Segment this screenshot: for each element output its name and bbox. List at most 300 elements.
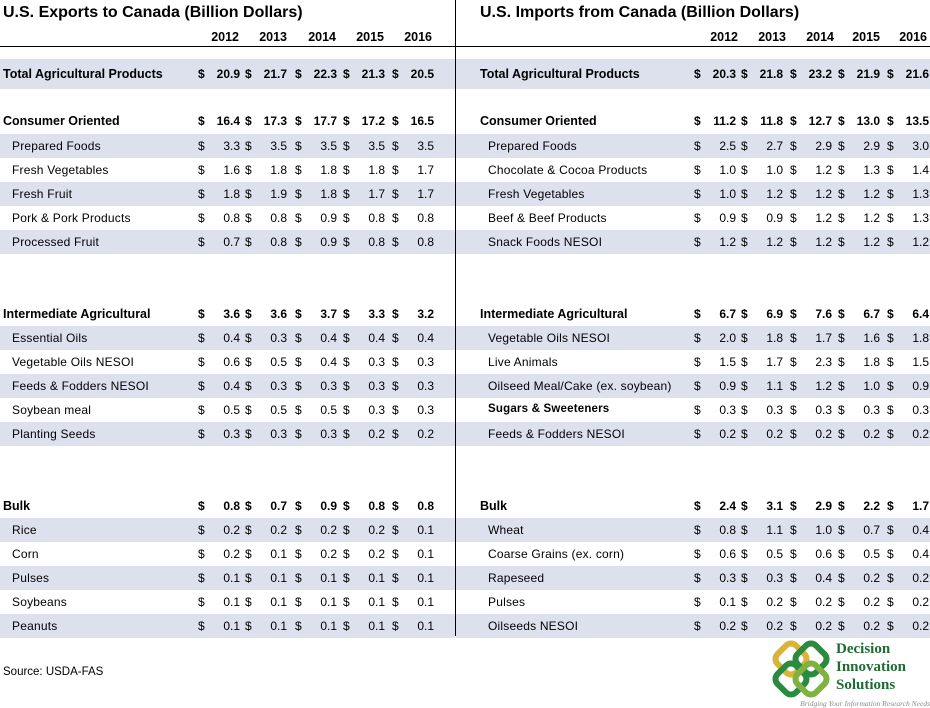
- currency-symbol: $: [790, 619, 797, 633]
- currency-symbol: $: [694, 67, 701, 81]
- currency-symbol: $: [343, 67, 350, 81]
- value-cell: [887, 307, 930, 323]
- value-cell: [198, 139, 244, 155]
- value-number: 0.9: [719, 211, 736, 225]
- value-cell: [741, 379, 787, 395]
- value-number: 1.8: [223, 187, 240, 201]
- value-cell: [198, 547, 244, 563]
- value-number: 0.9: [719, 379, 736, 393]
- table-row: [456, 398, 930, 422]
- currency-symbol: $: [392, 619, 399, 633]
- value-cell: [343, 619, 389, 635]
- currency-symbol: $: [343, 499, 350, 513]
- value-number: 21.8: [759, 67, 783, 81]
- value-number: 0.8: [417, 235, 434, 249]
- table-row: [456, 206, 930, 230]
- value-number: 20.9: [216, 67, 240, 81]
- value-cell: [741, 571, 787, 587]
- currency-symbol: $: [245, 355, 252, 369]
- table-row: [0, 590, 455, 614]
- currency-symbol: $: [392, 523, 399, 537]
- value-cell: [887, 499, 930, 515]
- value-number: 0.3: [815, 403, 832, 417]
- value-cell: [198, 235, 244, 251]
- value-cell: [245, 187, 291, 203]
- value-number: 0.8: [223, 499, 240, 513]
- value-number: 1.0: [719, 187, 736, 201]
- value-cell: [245, 427, 291, 443]
- currency-symbol: $: [790, 595, 797, 609]
- currency-symbol: $: [790, 163, 797, 177]
- currency-symbol: $: [392, 379, 399, 393]
- value-cell: [198, 403, 244, 419]
- value-cell: [295, 595, 341, 611]
- currency-symbol: $: [838, 139, 845, 153]
- row-label: Prepared Foods: [488, 139, 577, 153]
- value-number: 3.5: [270, 139, 287, 153]
- value-number: 0.2: [815, 619, 832, 633]
- value-cell: [392, 379, 438, 395]
- value-number: 0.3: [766, 571, 783, 585]
- value-number: 0.1: [417, 595, 434, 609]
- currency-symbol: $: [198, 523, 205, 537]
- row-label: Wheat: [488, 523, 524, 537]
- year-header-cell: 2016: [899, 30, 927, 44]
- currency-symbol: $: [343, 114, 350, 128]
- currency-symbol: $: [694, 523, 701, 537]
- value-cell: [392, 211, 438, 227]
- value-number: 11.8: [760, 114, 783, 128]
- value-cell: [790, 547, 836, 563]
- table-row: [0, 158, 455, 182]
- value-number: 0.2: [912, 619, 929, 633]
- value-cell: [343, 427, 389, 443]
- currency-symbol: $: [741, 523, 748, 537]
- value-cell: [392, 235, 438, 251]
- category-row: [456, 302, 930, 326]
- value-cell: [887, 355, 930, 371]
- value-number: 0.3: [270, 427, 287, 441]
- value-number: 0.3: [863, 403, 880, 417]
- value-number: 1.3: [912, 211, 929, 225]
- value-number: 0.7: [270, 499, 287, 513]
- value-number: 3.0: [912, 139, 929, 153]
- row-label: Planting Seeds: [12, 427, 96, 441]
- value-number: 0.2: [270, 523, 287, 537]
- currency-symbol: $: [694, 571, 701, 585]
- value-number: 0.4: [223, 379, 240, 393]
- value-number: 1.2: [815, 187, 832, 201]
- currency-symbol: $: [245, 211, 252, 225]
- row-label: Pork & Pork Products: [12, 211, 131, 225]
- table-row: [456, 614, 930, 638]
- value-number: 1.7: [766, 355, 783, 369]
- currency-symbol: $: [198, 187, 205, 201]
- currency-symbol: $: [343, 139, 350, 153]
- logo-wordmark: [836, 640, 906, 694]
- currency-symbol: $: [245, 595, 252, 609]
- currency-symbol: $: [343, 187, 350, 201]
- currency-symbol: $: [392, 67, 399, 81]
- value-number: 1.3: [863, 163, 880, 177]
- value-cell: [790, 331, 836, 347]
- value-number: 2.9: [815, 499, 832, 513]
- value-number: 1.0: [863, 379, 880, 393]
- value-number: 3.2: [417, 307, 434, 321]
- row-label: Prepared Foods: [12, 139, 101, 153]
- value-cell: [295, 523, 341, 539]
- table-row: [456, 590, 930, 614]
- value-number: 0.1: [223, 571, 240, 585]
- currency-symbol: $: [392, 403, 399, 417]
- value-cell: [741, 547, 787, 563]
- value-number: 0.1: [368, 571, 385, 585]
- row-label: Consumer Oriented: [480, 114, 597, 128]
- row-label: Peanuts: [12, 619, 58, 633]
- value-cell: [694, 403, 740, 419]
- value-cell: [392, 187, 438, 203]
- table-row: [456, 542, 930, 566]
- table-row: [0, 182, 455, 206]
- value-number: 0.4: [368, 331, 385, 345]
- currency-symbol: $: [790, 571, 797, 585]
- currency-symbol: $: [838, 379, 845, 393]
- currency-symbol: $: [392, 571, 399, 585]
- value-number: 1.2: [863, 235, 880, 249]
- value-number: 22.3: [313, 67, 337, 81]
- value-cell: [343, 139, 389, 155]
- value-number: 1.2: [912, 235, 929, 249]
- value-number: 0.3: [320, 427, 337, 441]
- currency-symbol: $: [838, 427, 845, 441]
- value-number: 0.1: [270, 595, 287, 609]
- currency-symbol: $: [741, 114, 748, 128]
- currency-symbol: $: [245, 235, 252, 249]
- currency-symbol: $: [790, 427, 797, 441]
- value-number: 0.2: [368, 523, 385, 537]
- currency-symbol: $: [392, 211, 399, 225]
- value-cell: [790, 67, 836, 83]
- currency-symbol: $: [343, 235, 350, 249]
- value-cell: [198, 595, 244, 611]
- value-number: 20.5: [410, 67, 434, 81]
- value-cell: [198, 523, 244, 539]
- value-cell: [741, 139, 787, 155]
- value-number: 0.8: [368, 211, 385, 225]
- value-cell: [245, 547, 291, 563]
- currency-symbol: $: [887, 619, 894, 633]
- value-cell: [838, 187, 884, 203]
- value-cell: [245, 331, 291, 347]
- currency-symbol: $: [694, 114, 701, 128]
- value-cell: [245, 235, 291, 251]
- value-number: 0.2: [368, 427, 385, 441]
- value-number: 1.0: [719, 163, 736, 177]
- value-number: 0.8: [270, 235, 287, 249]
- value-number: 0.5: [270, 403, 287, 417]
- value-number: 1.1: [766, 379, 783, 393]
- value-cell: [838, 523, 884, 539]
- value-number: 0.3: [270, 379, 287, 393]
- value-cell: [838, 427, 884, 443]
- value-cell: [887, 571, 930, 587]
- value-cell: [694, 67, 740, 83]
- value-number: 0.1: [270, 619, 287, 633]
- logo-line-3: Solutions: [836, 677, 896, 693]
- value-number: 0.2: [815, 595, 832, 609]
- value-number: 1.4: [912, 163, 929, 177]
- value-number: 1.8: [863, 355, 880, 369]
- value-number: 0.5: [766, 547, 783, 561]
- value-cell: [343, 355, 389, 371]
- year-header-cell: 2013: [259, 30, 287, 44]
- currency-symbol: $: [838, 619, 845, 633]
- currency-symbol: $: [343, 211, 350, 225]
- value-number: 0.1: [417, 547, 434, 561]
- currency-symbol: $: [790, 403, 797, 417]
- currency-symbol: $: [343, 307, 350, 321]
- currency-symbol: $: [741, 331, 748, 345]
- interlocking-knot-logo-icon: [772, 638, 830, 700]
- value-cell: [790, 619, 836, 635]
- table-row: [456, 374, 930, 398]
- row-label: Feeds & Fodders NESOI: [12, 379, 149, 393]
- value-cell: [245, 163, 291, 179]
- currency-symbol: $: [343, 379, 350, 393]
- value-number: 1.2: [815, 163, 832, 177]
- currency-symbol: $: [694, 139, 701, 153]
- value-number: 0.2: [912, 571, 929, 585]
- value-cell: [343, 235, 389, 251]
- row-label: Rapeseed: [488, 571, 545, 585]
- value-number: 0.5: [863, 547, 880, 561]
- table-row: [456, 230, 930, 254]
- value-cell: [245, 379, 291, 395]
- value-cell: [838, 499, 884, 515]
- value-cell: [198, 114, 244, 130]
- value-cell: [790, 499, 836, 515]
- year-header-cell: 2014: [308, 30, 336, 44]
- value-number: 0.3: [719, 403, 736, 417]
- value-cell: [295, 619, 341, 635]
- value-cell: [790, 379, 836, 395]
- value-cell: [887, 163, 930, 179]
- value-cell: [295, 114, 341, 130]
- currency-symbol: $: [694, 211, 701, 225]
- value-number: 0.2: [417, 427, 434, 441]
- table-row: [0, 350, 455, 374]
- value-cell: [392, 619, 438, 635]
- value-cell: [838, 67, 884, 83]
- imports-title: U.S. Imports from Canada (Billion Dollars): [480, 4, 800, 21]
- currency-symbol: $: [198, 67, 205, 81]
- currency-symbol: $: [392, 355, 399, 369]
- value-number: 1.1: [766, 523, 783, 537]
- value-number: 6.4: [912, 307, 929, 321]
- value-cell: [694, 427, 740, 443]
- value-cell: [295, 547, 341, 563]
- currency-symbol: $: [198, 427, 205, 441]
- currency-symbol: $: [198, 595, 205, 609]
- total-row: [0, 59, 455, 89]
- currency-symbol: $: [790, 114, 797, 128]
- value-number: 1.2: [719, 235, 736, 249]
- value-cell: [887, 235, 930, 251]
- currency-symbol: $: [838, 163, 845, 177]
- value-cell: [887, 403, 930, 419]
- value-cell: [343, 523, 389, 539]
- value-cell: [694, 571, 740, 587]
- value-number: 2.5: [719, 139, 736, 153]
- value-cell: [198, 499, 244, 515]
- currency-symbol: $: [694, 163, 701, 177]
- row-label: Fresh Fruit: [12, 187, 73, 201]
- value-number: 0.5: [320, 403, 337, 417]
- currency-symbol: $: [887, 595, 894, 609]
- currency-symbol: $: [790, 67, 797, 81]
- value-cell: [245, 114, 291, 130]
- currency-symbol: $: [343, 355, 350, 369]
- value-cell: [887, 139, 930, 155]
- exports-table: [0, 0, 455, 636]
- row-label: Snack Foods NESOI: [488, 235, 603, 249]
- currency-symbol: $: [887, 547, 894, 561]
- value-cell: [887, 67, 930, 83]
- currency-symbol: $: [887, 163, 894, 177]
- value-cell: [392, 499, 438, 515]
- currency-symbol: $: [245, 547, 252, 561]
- currency-symbol: $: [295, 355, 302, 369]
- row-label: Rice: [12, 523, 37, 537]
- value-cell: [295, 499, 341, 515]
- value-cell: [198, 355, 244, 371]
- currency-symbol: $: [245, 427, 252, 441]
- value-number: 2.9: [815, 139, 832, 153]
- value-cell: [694, 211, 740, 227]
- row-label: Bulk: [3, 499, 31, 513]
- value-number: 21.3: [361, 67, 385, 81]
- row-label: Fresh Vegetables: [488, 187, 585, 201]
- currency-symbol: $: [295, 67, 302, 81]
- value-cell: [198, 67, 244, 83]
- value-cell: [694, 595, 740, 611]
- table-row: [456, 158, 930, 182]
- value-number: 0.2: [863, 427, 880, 441]
- value-number: 1.2: [766, 187, 783, 201]
- row-label: Processed Fruit: [12, 235, 100, 249]
- logo-line-2: Innovation: [836, 659, 907, 675]
- value-number: 3.5: [368, 139, 385, 153]
- value-cell: [343, 595, 389, 611]
- value-number: 0.3: [270, 331, 287, 345]
- value-number: 0.3: [223, 427, 240, 441]
- currency-symbol: $: [838, 595, 845, 609]
- value-cell: [838, 619, 884, 635]
- currency-symbol: $: [887, 139, 894, 153]
- value-cell: [392, 139, 438, 155]
- value-cell: [887, 379, 930, 395]
- value-cell: [694, 187, 740, 203]
- value-cell: [790, 211, 836, 227]
- currency-symbol: $: [392, 139, 399, 153]
- currency-symbol: $: [392, 331, 399, 345]
- category-row: [456, 494, 930, 518]
- value-cell: [694, 307, 740, 323]
- value-cell: [838, 379, 884, 395]
- currency-symbol: $: [245, 139, 252, 153]
- currency-symbol: $: [741, 571, 748, 585]
- value-cell: [838, 331, 884, 347]
- value-number: 1.2: [815, 235, 832, 249]
- currency-symbol: $: [887, 114, 894, 128]
- value-cell: [741, 355, 787, 371]
- table-row: [0, 398, 455, 422]
- value-cell: [741, 331, 787, 347]
- value-cell: [295, 403, 341, 419]
- currency-symbol: $: [790, 499, 797, 513]
- currency-symbol: $: [790, 355, 797, 369]
- value-number: 1.2: [815, 211, 832, 225]
- currency-symbol: $: [343, 595, 350, 609]
- value-number: 3.5: [417, 139, 434, 153]
- company-logo: [770, 636, 930, 708]
- currency-symbol: $: [887, 427, 894, 441]
- currency-symbol: $: [887, 211, 894, 225]
- currency-symbol: $: [392, 595, 399, 609]
- currency-symbol: $: [741, 139, 748, 153]
- currency-symbol: $: [198, 547, 205, 561]
- value-number: 0.8: [417, 499, 434, 513]
- currency-symbol: $: [295, 619, 302, 633]
- value-number: 13.5: [905, 114, 929, 128]
- currency-symbol: $: [741, 355, 748, 369]
- value-cell: [887, 427, 930, 443]
- year-header-cell: 2016: [404, 30, 432, 44]
- currency-symbol: $: [295, 595, 302, 609]
- currency-symbol: $: [198, 331, 205, 345]
- value-cell: [343, 547, 389, 563]
- value-number: 0.1: [368, 619, 385, 633]
- currency-symbol: $: [790, 331, 797, 345]
- value-number: 0.3: [368, 403, 385, 417]
- value-number: 16.5: [410, 114, 434, 128]
- value-cell: [741, 619, 787, 635]
- value-number: 3.1: [766, 499, 783, 513]
- value-cell: [245, 139, 291, 155]
- value-cell: [245, 307, 291, 323]
- value-number: 0.2: [719, 619, 736, 633]
- value-cell: [790, 235, 836, 251]
- value-cell: [245, 355, 291, 371]
- value-cell: [295, 235, 341, 251]
- row-label: Essential Oils: [12, 331, 88, 345]
- currency-symbol: $: [295, 211, 302, 225]
- value-number: 1.7: [368, 187, 385, 201]
- value-number: 1.8: [320, 163, 337, 177]
- value-cell: [343, 114, 389, 130]
- currency-symbol: $: [694, 595, 701, 609]
- logo-tagline: Bridging Your Information Research Needs: [800, 699, 930, 708]
- imports-year-header: [456, 30, 930, 46]
- value-number: 0.2: [320, 523, 337, 537]
- value-number: 1.8: [766, 331, 783, 345]
- currency-symbol: $: [887, 235, 894, 249]
- year-header-cell: 2015: [852, 30, 880, 44]
- value-cell: [343, 163, 389, 179]
- currency-symbol: $: [694, 187, 701, 201]
- category-row: [0, 494, 455, 518]
- value-number: 0.3: [417, 379, 434, 393]
